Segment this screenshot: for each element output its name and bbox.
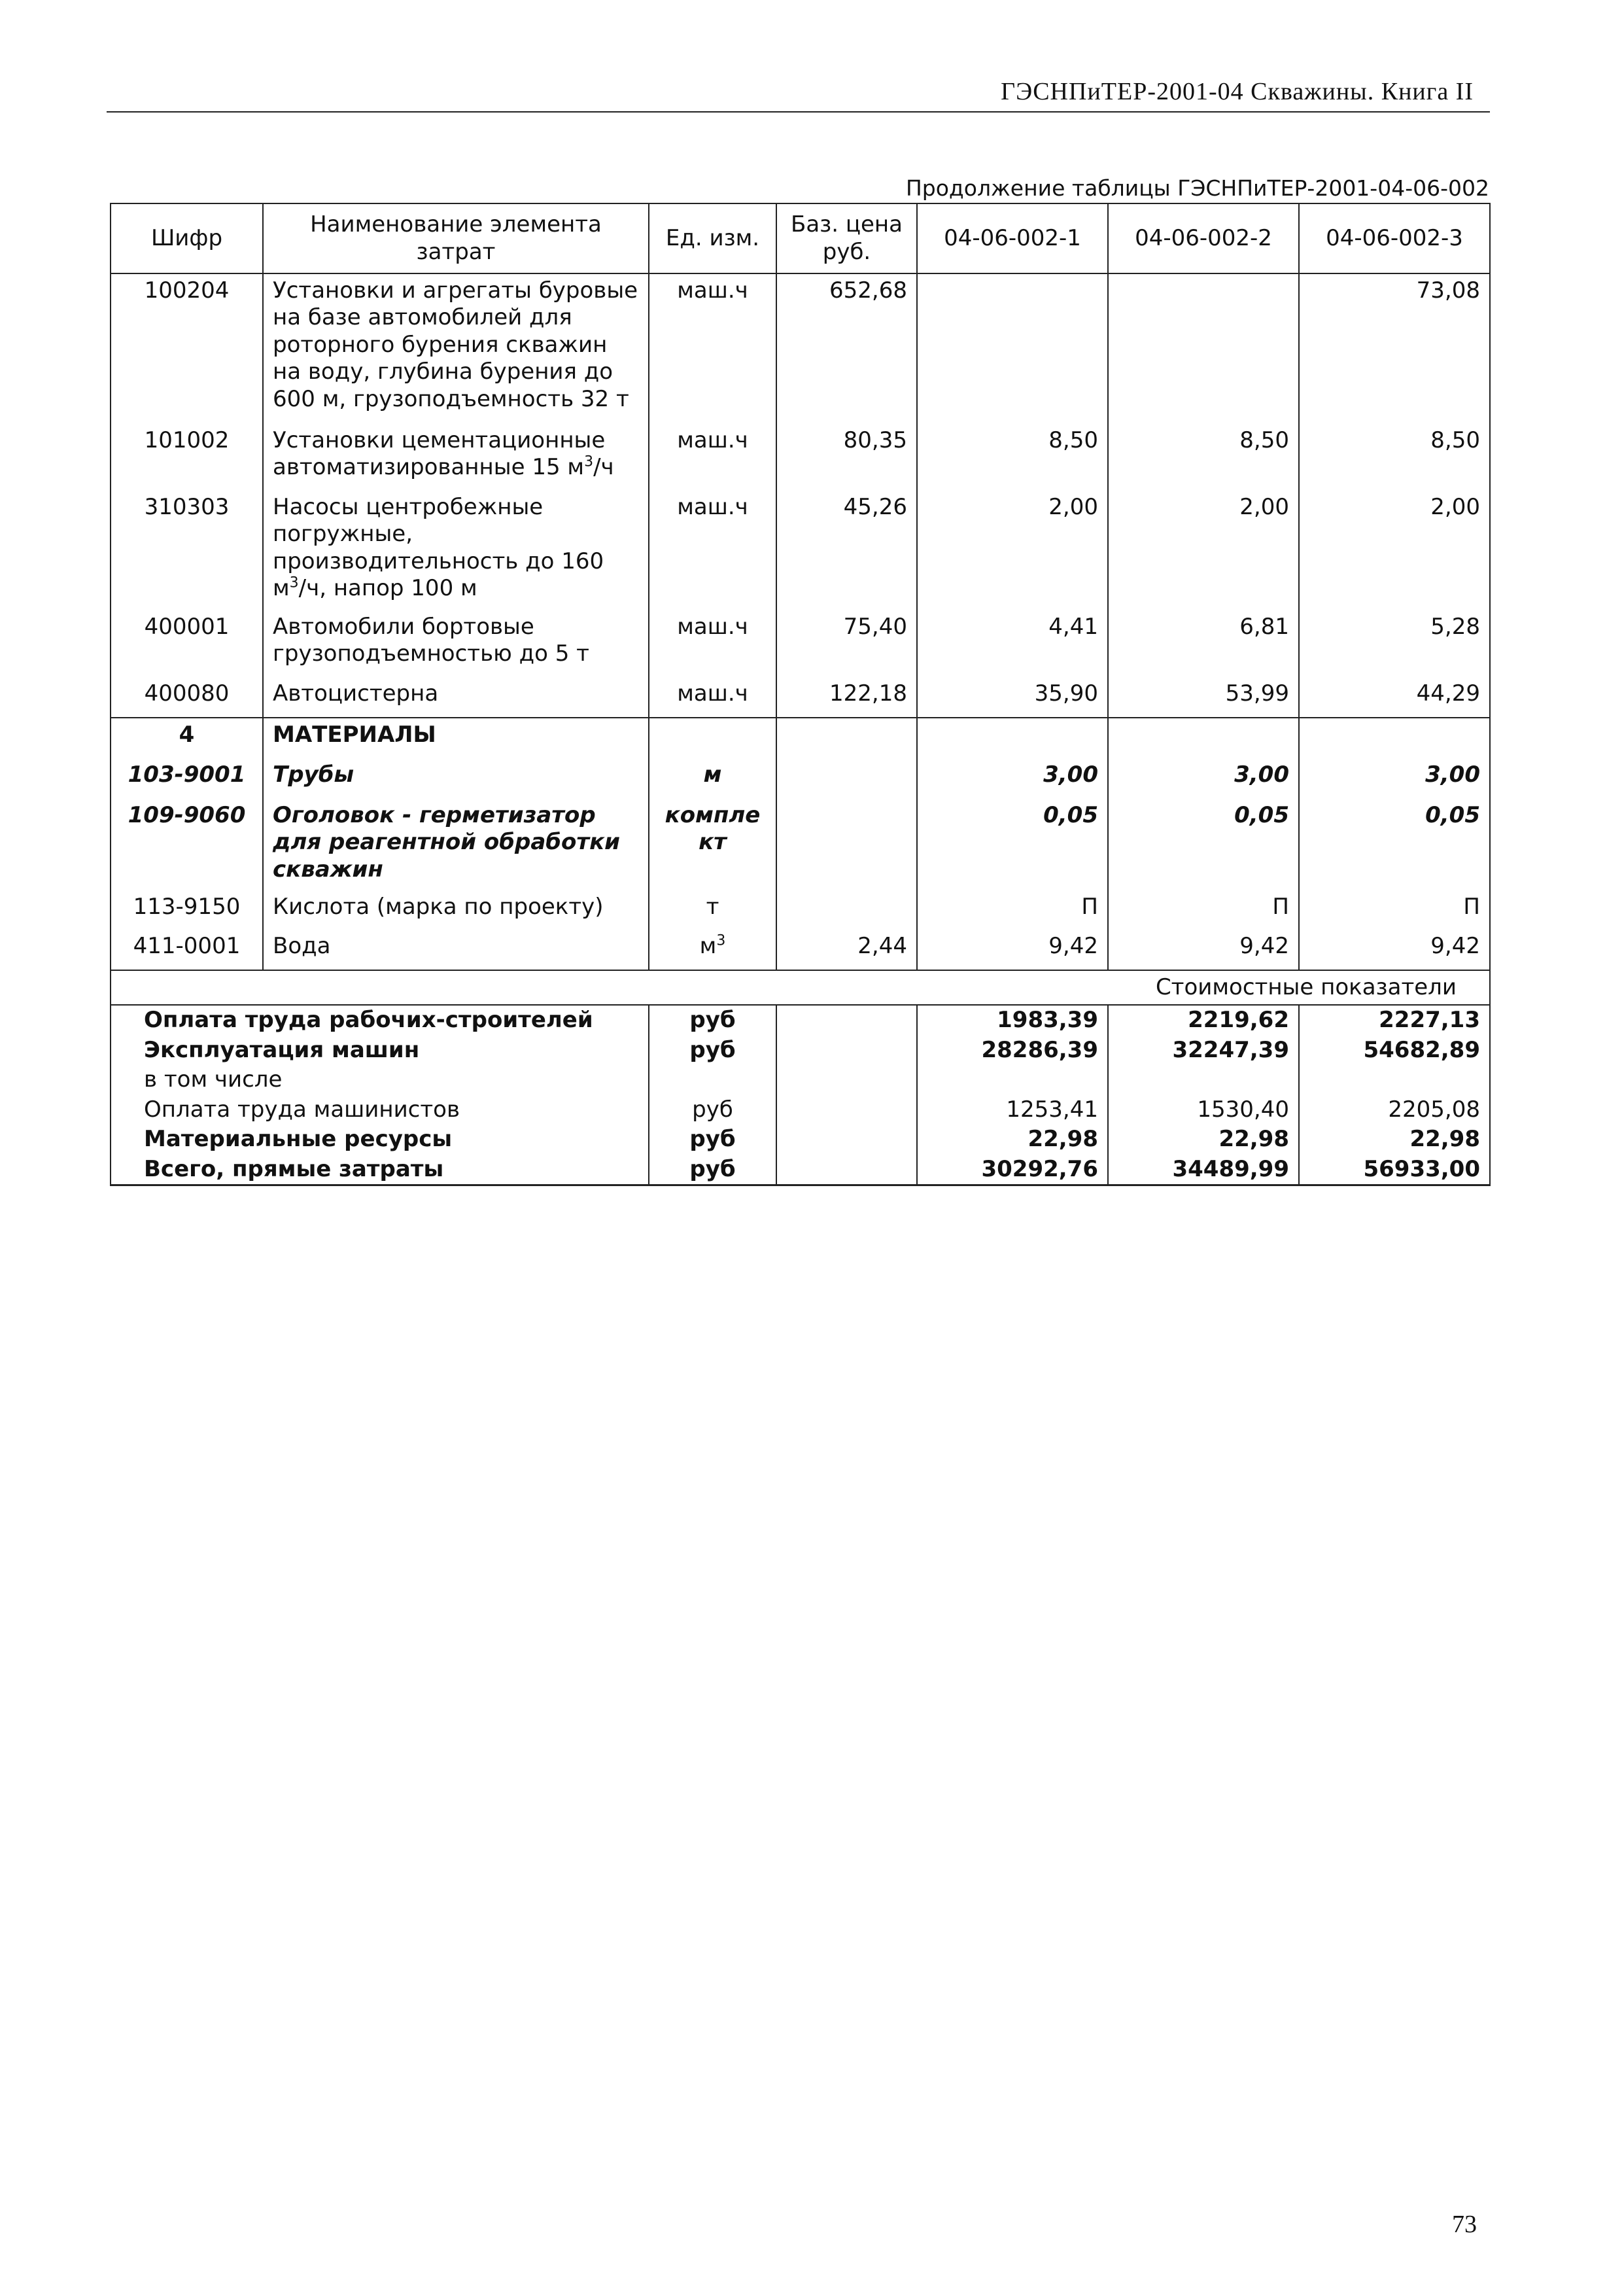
section-title: МАТЕРИАЛЫ (263, 718, 649, 758)
row-c1: 4,41 (917, 610, 1108, 677)
row-c1: 8,50 (917, 424, 1108, 491)
row-price: 75,40 (776, 610, 917, 677)
table-row (111, 890, 1490, 930)
row-code: 113-9150 (111, 890, 263, 930)
row-name-superscript: 3 (584, 454, 594, 471)
row-name: Автоцистерна (263, 677, 649, 718)
summary-c1: 28286,39 (917, 1036, 1108, 1065)
row-c2: 53,99 (1108, 677, 1299, 718)
summary-c1: 22,98 (917, 1125, 1108, 1154)
row-name: Оголовок - герметизатор для реагентной обработки скважин (263, 799, 649, 890)
row-name: Кислота (марка по проекту) (263, 890, 649, 930)
row-code: 100204 (111, 273, 263, 424)
col-header-c1: 04-06-002-1 (917, 203, 1108, 273)
summary-c2: 34489,99 (1108, 1155, 1299, 1185)
row-price (776, 890, 917, 930)
row-name-tail: /ч (593, 454, 614, 481)
summary-label: Всего, прямые затраты (111, 1155, 649, 1185)
row-unit: маш.ч (649, 677, 776, 718)
row-price: 80,35 (776, 424, 917, 491)
row-code: 310303 (111, 491, 263, 610)
summary-c3 (1299, 1065, 1490, 1095)
row-c2: 0,05 (1108, 799, 1299, 890)
row-unit (649, 930, 776, 970)
table-row (111, 758, 1490, 799)
summary-c1: 30292,76 (917, 1155, 1108, 1185)
row-c1: 2,00 (917, 491, 1108, 610)
table-row (111, 930, 1490, 970)
row-c1: 0,05 (917, 799, 1108, 890)
col-header-c2: 04-06-002-2 (1108, 203, 1299, 273)
summary-c3: 22,98 (1299, 1125, 1490, 1154)
table-row (111, 491, 1490, 610)
col-header-unit: Ед. изм. (649, 203, 776, 273)
row-code: 103-9001 (111, 758, 263, 799)
header-rule (107, 111, 1490, 113)
col-header-name: Наименование элемента затрат (263, 203, 649, 273)
summary-label: Эксплуатация машин (111, 1036, 649, 1065)
summary-label: Оплата труда машинистов (111, 1095, 649, 1125)
row-name: Установки и агрегаты буровые на базе автомобилей для роторного бурения скважин на воду, глубина бурения до 600 м, грузоподъемность 32 т (263, 273, 649, 424)
row-unit-superscript: 3 (716, 932, 726, 949)
section-row-materials (111, 718, 1490, 758)
row-unit: м (649, 758, 776, 799)
col-header-c3: 04-06-002-3 (1299, 203, 1490, 273)
row-c2: 2,00 (1108, 491, 1299, 610)
row-c1: 9,42 (917, 930, 1108, 970)
row-c2: 8,50 (1108, 424, 1299, 491)
summary-row (111, 1005, 1490, 1035)
table-row (111, 799, 1490, 890)
row-price: 45,26 (776, 491, 917, 610)
summary-label: Материальные ресурсы (111, 1125, 649, 1154)
summary-unit: руб (649, 1005, 776, 1035)
summary-c3: 2205,08 (1299, 1095, 1490, 1125)
row-c3: 2,00 (1299, 491, 1490, 610)
row-price: 652,68 (776, 273, 917, 424)
row-name-text: Насосы центробежные погружные, производительность до 160 м (273, 494, 604, 602)
row-name-tail: /ч, напор 100 м (298, 575, 477, 602)
summary-c1: 1253,41 (917, 1095, 1108, 1125)
row-name (263, 424, 649, 491)
summary-unit: руб (649, 1125, 776, 1154)
row-c2: 6,81 (1108, 610, 1299, 677)
summary-label: Оплата труда рабочих-строителей (111, 1005, 649, 1035)
running-header: ГЭСНПиТЕР-2001-04 Скважины. Книга II (1001, 78, 1474, 105)
row-c1: 3,00 (917, 758, 1108, 799)
row-c2: 3,00 (1108, 758, 1299, 799)
row-c3: 5,28 (1299, 610, 1490, 677)
table-row (111, 677, 1490, 718)
summary-c2: 32247,39 (1108, 1036, 1299, 1065)
row-c3: 0,05 (1299, 799, 1490, 890)
row-c1 (917, 273, 1108, 424)
row-unit-text: м (699, 933, 717, 959)
table-row (111, 424, 1490, 491)
table-continuation-caption: Продолжение таблицы ГЭСНПиТЕР-2001-04-06-002 (905, 175, 1489, 201)
row-name (263, 491, 649, 610)
summary-unit: руб (649, 1095, 776, 1125)
section-code: 4 (111, 718, 263, 758)
summary-row (111, 1095, 1490, 1125)
summary-c3: 56933,00 (1299, 1155, 1490, 1185)
table-header-row (111, 203, 1490, 273)
row-c3: 44,29 (1299, 677, 1490, 718)
summary-row (111, 1036, 1490, 1065)
summary-label: в том числе (111, 1065, 649, 1095)
summary-unit (649, 1065, 776, 1095)
row-unit: комплект (649, 799, 776, 890)
row-code: 400080 (111, 677, 263, 718)
row-unit: маш.ч (649, 610, 776, 677)
summary-title: Стоимостные показатели (111, 970, 1490, 1005)
row-unit: маш.ч (649, 273, 776, 424)
table-row (111, 610, 1490, 677)
summary-c2: 22,98 (1108, 1125, 1299, 1154)
summary-row (111, 1065, 1490, 1095)
row-unit: маш.ч (649, 491, 776, 610)
row-c1: 35,90 (917, 677, 1108, 718)
row-c2 (1108, 273, 1299, 424)
summary-title-row (111, 970, 1490, 1005)
row-name-superscript: 3 (289, 575, 299, 592)
summary-unit: руб (649, 1155, 776, 1185)
col-header-price: Баз. цена руб. (776, 203, 917, 273)
row-unit: т (649, 890, 776, 930)
row-c3: П (1299, 890, 1490, 930)
row-name: Трубы (263, 758, 649, 799)
summary-c2: 1530,40 (1108, 1095, 1299, 1125)
row-code: 109-9060 (111, 799, 263, 890)
row-price: 2,44 (776, 930, 917, 970)
row-name-text: Установки цементационные автоматизированные 15 м (273, 427, 606, 481)
row-price (776, 758, 917, 799)
summary-c1: 1983,39 (917, 1005, 1108, 1035)
row-price: 122,18 (776, 677, 917, 718)
row-code: 400001 (111, 610, 263, 677)
table-row (111, 273, 1490, 424)
norms-table (110, 203, 1491, 1186)
row-name: Вода (263, 930, 649, 970)
summary-c2 (1108, 1065, 1299, 1095)
row-c3: 73,08 (1299, 273, 1490, 424)
summary-c1 (917, 1065, 1108, 1095)
summary-c3: 54682,89 (1299, 1036, 1490, 1065)
row-c1: П (917, 890, 1108, 930)
row-code: 101002 (111, 424, 263, 491)
summary-c2: 2219,62 (1108, 1005, 1299, 1035)
row-c3: 8,50 (1299, 424, 1490, 491)
summary-row (111, 1125, 1490, 1154)
row-unit: маш.ч (649, 424, 776, 491)
summary-c3: 2227,13 (1299, 1005, 1490, 1035)
row-code: 411-0001 (111, 930, 263, 970)
row-c2: П (1108, 890, 1299, 930)
page-number: 73 (1452, 2211, 1477, 2238)
summary-row (111, 1155, 1490, 1185)
row-c3: 3,00 (1299, 758, 1490, 799)
row-c2: 9,42 (1108, 930, 1299, 970)
col-header-code: Шифр (111, 203, 263, 273)
row-name: Автомобили бортовые грузоподъемностью до 5 т (263, 610, 649, 677)
row-c3: 9,42 (1299, 930, 1490, 970)
summary-unit: руб (649, 1036, 776, 1065)
row-price (776, 799, 917, 890)
